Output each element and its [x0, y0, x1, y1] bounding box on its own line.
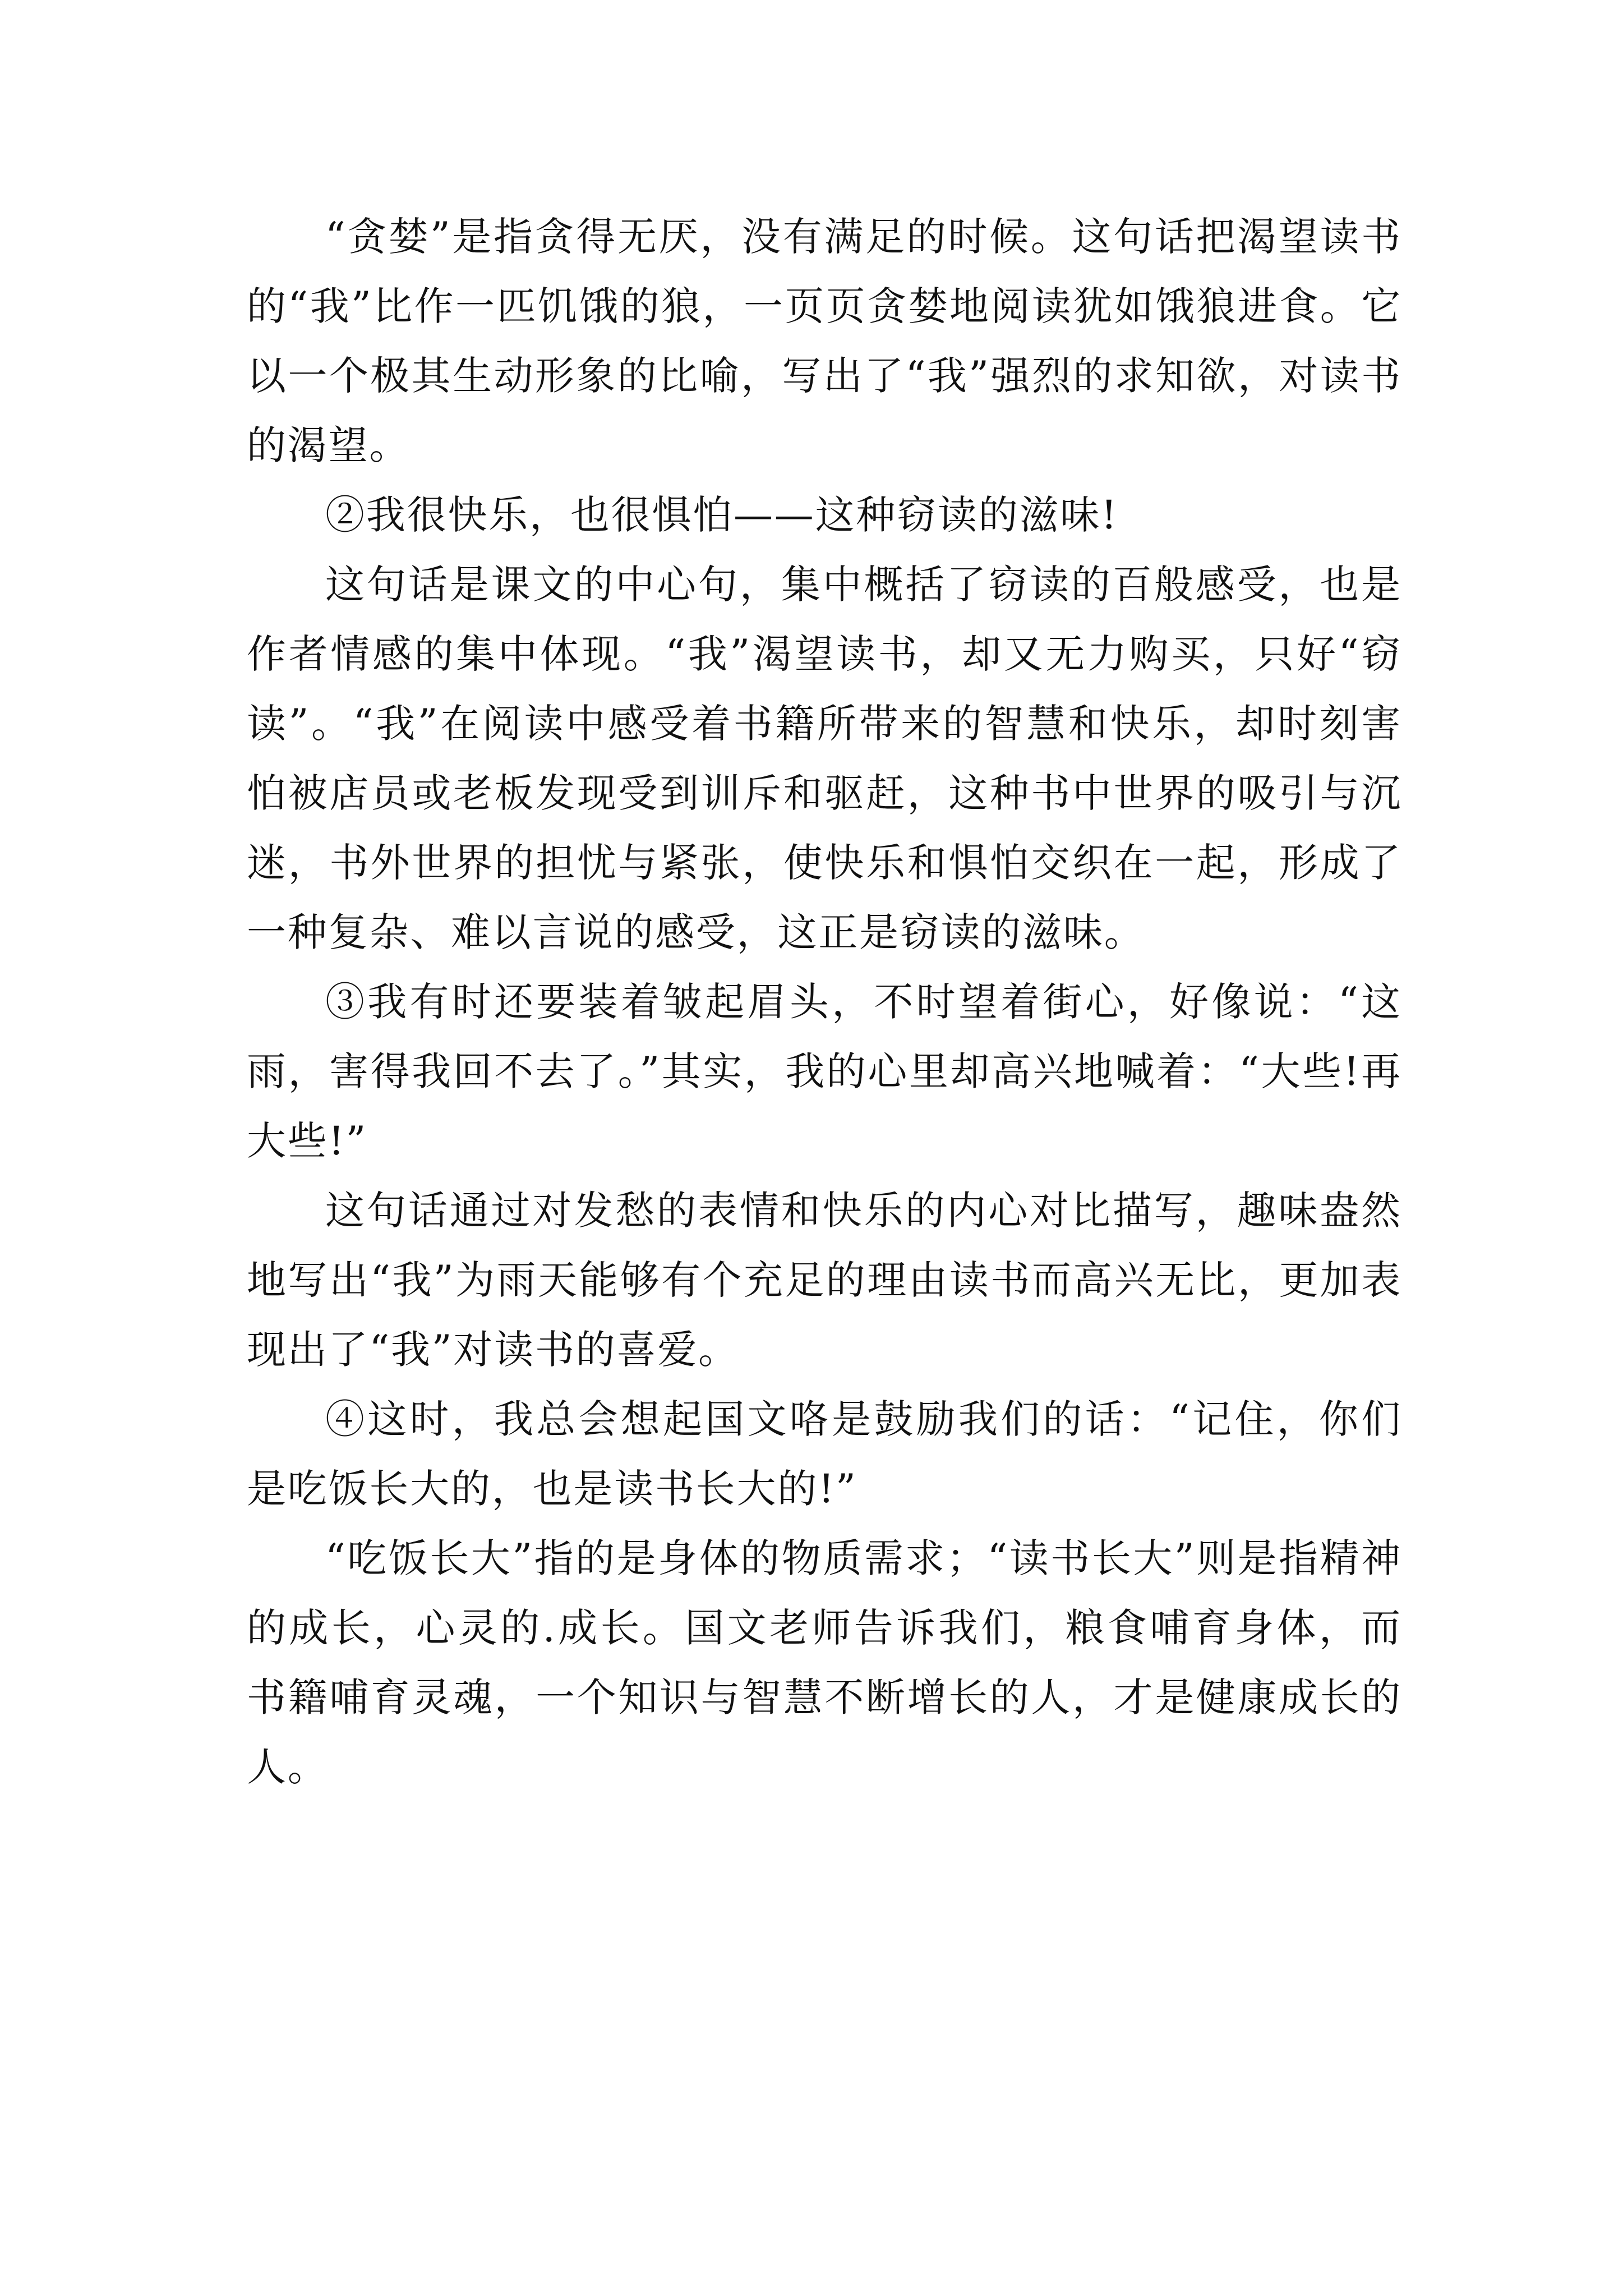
explanation-paragraph-central-sentence: 这句话是课文的中心句，集中概括了窃读的百般感受，也是作者情感的集中体现。“我”渴望读书，却又无力购买，只好“窃读”。“我”在阅读中感受着书籍所带来的智慧和快乐，却时刻害怕被店员或老板发现受到训斥和驱赶，这种书中世界的吸引与沉迷，书外世界的担忧与紧张，使快乐和惧怕交织在一起，形成了一种复杂、难以言说的感受，这正是窃读的滋味。 [247, 562, 1402, 955]
explanation-paragraph-growth: “吃饭长大”指的是身体的物质需求；“读书长大”则是指精神的成长，心灵的.成长。国文老师告诉我们，粮食哺育身体，而书籍哺育灵魂，一个知识与智慧不断增长的人，才是健康成长的人。 [247, 1535, 1402, 1790]
quoted-sentence-3: ③我有时还要装着皱起眉头，不时望着街心，好像说：“这雨，害得我回不去了。”其实，我的心里却高兴地喊着：“大些!再大些!” [247, 979, 1402, 1164]
quoted-sentence-2: ②我很快乐，也很惧怕——这种窃读的滋味! [325, 492, 1119, 538]
explanation-paragraph-greedy: “贪婪”是指贪得无厌，没有满足的时候。这句话把渴望读书的“我”比作一匹饥饿的狼，一页页贪婪地阅读犹如饿狼进食。它以一个极其生动形象的比喻，写出了“我”强烈的求知欲，对读书的渴望。 [247, 214, 1402, 468]
document-body [247, 202, 1402, 1802]
quoted-sentence-4: ④这时，我总会想起国文咯是鼓励我们的话：“记住，你们是吃饭长大的，也是读书长大的!” [247, 1396, 1402, 1512]
explanation-paragraph-rain: 这句话通过对发愁的表情和快乐的内心对比描写，趣味盎然地写出“我”为雨天能够有个充足的理由读书而高兴无比，更加表现出了“我”对读书的喜爱。 [247, 1188, 1402, 1373]
